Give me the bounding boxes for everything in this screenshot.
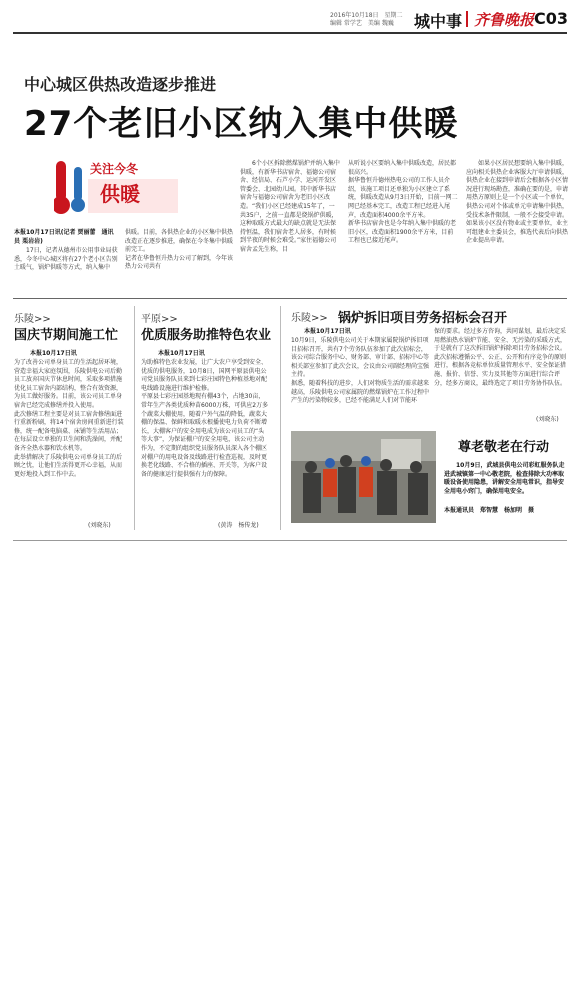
story2-tag: 平原>> <box>141 314 178 325</box>
story3-byline: 本报10月17日讯 <box>304 328 351 335</box>
main-col2: 供暖。目前，各供热企业的小区集中供热改造正在逐步推进，确保在今冬集中供暖前完工。 记者在华鲁恒升热力公司了解到，今年该热力公司共有 <box>125 229 234 271</box>
story1-author: (刘晓东) <box>88 522 111 529</box>
story1-tag: 乐陵>> <box>14 314 51 325</box>
story1-body: 为了改善公司单身员工的生活起居环境，营造幸福大家庭氛围，乐陵供电公司后勤员工放弃国庆节休息时间，采取多项措施优化员工宿舍内部结构，整合有效资源，为员工做好服务。目前，该公司员工单身宿舍已经完成修缮并投入使用。 此次修缮工程主要是对员工宿舍修缮面进行重新粉刷，将14个宿舍房间重新进行装修，统一配备电脑桌、床铺等生活用品；在每层设立单独的卫生间和洗澡间，并配备齐全热水器和饮水机等。 此举措解决了乐陵供电公司单身员工的后顾之忧，让他们生活得更开心幸福，从而更好地投入到工作中去。 <box>14 359 124 478</box>
logo-top-text: 关注今冬 <box>90 162 139 176</box>
story3-body-1: 10月9日，乐陵供电公司关于本期家属院锅炉拆旧项目招标召开，共有7个劳务队伍参加了此次招标会，该公司综合服务中心、财务部、审计部、招标中心等相关部室参加了此次会议，会议由公司副经理尚宝强主持。 据悉，随着科技的进步，人们对物质生活的需求越来越高，乐陵供电公司家属院的燃煤锅炉在工作过程中产生的污染物较多，已经不能满足人们对节能环 <box>291 337 430 405</box>
column-divider-1 <box>134 306 135 530</box>
main-kicker: 中心城区供热改造逐步推进 <box>24 75 217 94</box>
story4-body: 10月9日，武城县供电公司彩虹服务队走进武城镇第一中心敬老院，检查排除大功率取暖设备使用隐患，讲解安全用电常识，指导安全用电小窍门，确保用电安全。 <box>444 462 565 495</box>
story1-title: 国庆节期间施工忙 <box>14 328 119 343</box>
main-col1: 17日，记者从德州市公用事业局获悉，今冬中心城区将有27个老小区告别土暖气，锅炉供暖等方式，纳入集中 <box>14 247 118 272</box>
main-byline: 本报10月17日讯(记者 贾丽蕾 通讯员 栗岩岩) <box>14 229 114 245</box>
main-col5: 如果小区居民想要纳入集中供暖，应向相关供热企业客服大厅申请供暖，供热企业在接到申请后会根据各小区情况进行现场勘查，准确在要的是，申请用热方原则上是一个小区或一个单位，供热公司对个体或单元申请集中供热，受技术条件限制，一般不会接受申请。如果该小区没有物业或主要单位，业主可组建业主委员会，推选代表后向供热企业提出申请。 <box>466 160 569 245</box>
story3-tag: 乐陵>> <box>291 313 328 324</box>
story2-body: 为助推特色农业发展，让广大农户享受到安全、优质的供电服务，10月8日，国网平原县供电公司党员服务队员来到七彩庄园特色种植基地对配电线路设施进行维护检修。 平原县七彩庄园基地现有棚43个，占地30亩，常年生产各类优质种苗6000万株，可供应2万多个蔬菜大棚使用，随着户外气温的降低，蔬菜大棚的保温、保鲜和取暖水根播使电力负荷不断增长，大棚客户的安全用电成为该公司员工的“头等大事”，为保证棚户的安全用电，该公司主动作为，不定期的组织党员服务队员深入各个棚区对棚户的用电设备及线路进行检查巡视，及时更换老化线路、不合格的插座、开关等，为客户设备的健康运行提供强有力的保障。 <box>141 359 269 478</box>
story4-title: 尊老敬老在行动 <box>458 440 550 455</box>
story4-credit: 本报通讯员 郑智慧 杨加明 摄 <box>444 507 535 514</box>
section-rule <box>13 298 567 299</box>
story1-byline: 本报10月17日讯 <box>30 350 77 357</box>
logo-bottom-text: 供暖 <box>100 182 140 206</box>
story2-title: 优质服务助推特色农业 <box>141 328 272 343</box>
story3-body-2: 保的要求。经过多方咨询，共同谋划，最后决定采用燃油热水锅炉节能、安全、无污染的采暖方式，于是就有了这次拆旧锅炉拆除项目劳务招标会议。 此次招标遵循公平、公正、公开和有序竞争的原则进行，根据各竞标单位质量管理水平、安全保证措施、报价、信誉、实力及其他等方面进行综合评分，经多方商议，最终选定了项目劳务协作队伍。 <box>434 328 567 387</box>
story3-author: (刘晓东) <box>536 416 559 423</box>
story2-byline: 本报10月17日讯 <box>158 350 205 357</box>
main-col4: 从听说小区要纳入集中供暖改造，居民都很高兴。 据华鲁恒升德州热电公司的工作人员介绍，该施工项目还单独为小区建立了系统，供暖改造从9月3日开始，目前一网二网已经基本完工，改造工程已经进入尾声，改造面积4000余平方米。 新华书店宿舍也是今年纳入集中供暖的老旧小区，改造面积1900余平方米，目前工程也已接近尾声。 <box>348 160 458 245</box>
column-divider-2 <box>280 306 281 530</box>
elderly-care-photo <box>291 431 436 523</box>
issue-date: 2016年10月18日 星期二 <box>330 12 403 19</box>
main-headline: 27个老旧小区纳入集中供暖 <box>24 104 459 144</box>
main-col3: 6个小区拆除燃煤锅炉并纳入集中供暖，有新华书店宿舍、福德公司宿舍、经信局、石芦小学、运河开发区管委会、北园幼儿园。其中新华书店宿舍与福德公司宿舍为老旧小区改造。“我们小区已经建成15年了，一共35户，之前一直都是烧锅炉供暖，这种取暖方式最大的缺点就是无法保持恒温，我们宿舍老人居多，有时候到半夜的时候会难受。”家住福德公司宿舍孟先生称，目 <box>240 160 340 253</box>
editors-line: 编辑 常学艺 美编 魏巍 <box>330 20 394 27</box>
story2-author: (黄涛 杨传龙) <box>218 522 259 529</box>
header-divider <box>466 11 468 27</box>
section-name: 城中事 <box>414 12 463 31</box>
newspaper-logo: 齐鲁晚报 <box>474 11 535 29</box>
story3-title: 锅炉拆旧项目劳务招标会召开 <box>338 311 508 326</box>
page-number: C03 <box>534 9 569 28</box>
header-rule <box>13 32 567 34</box>
bottom-rule <box>13 540 567 541</box>
